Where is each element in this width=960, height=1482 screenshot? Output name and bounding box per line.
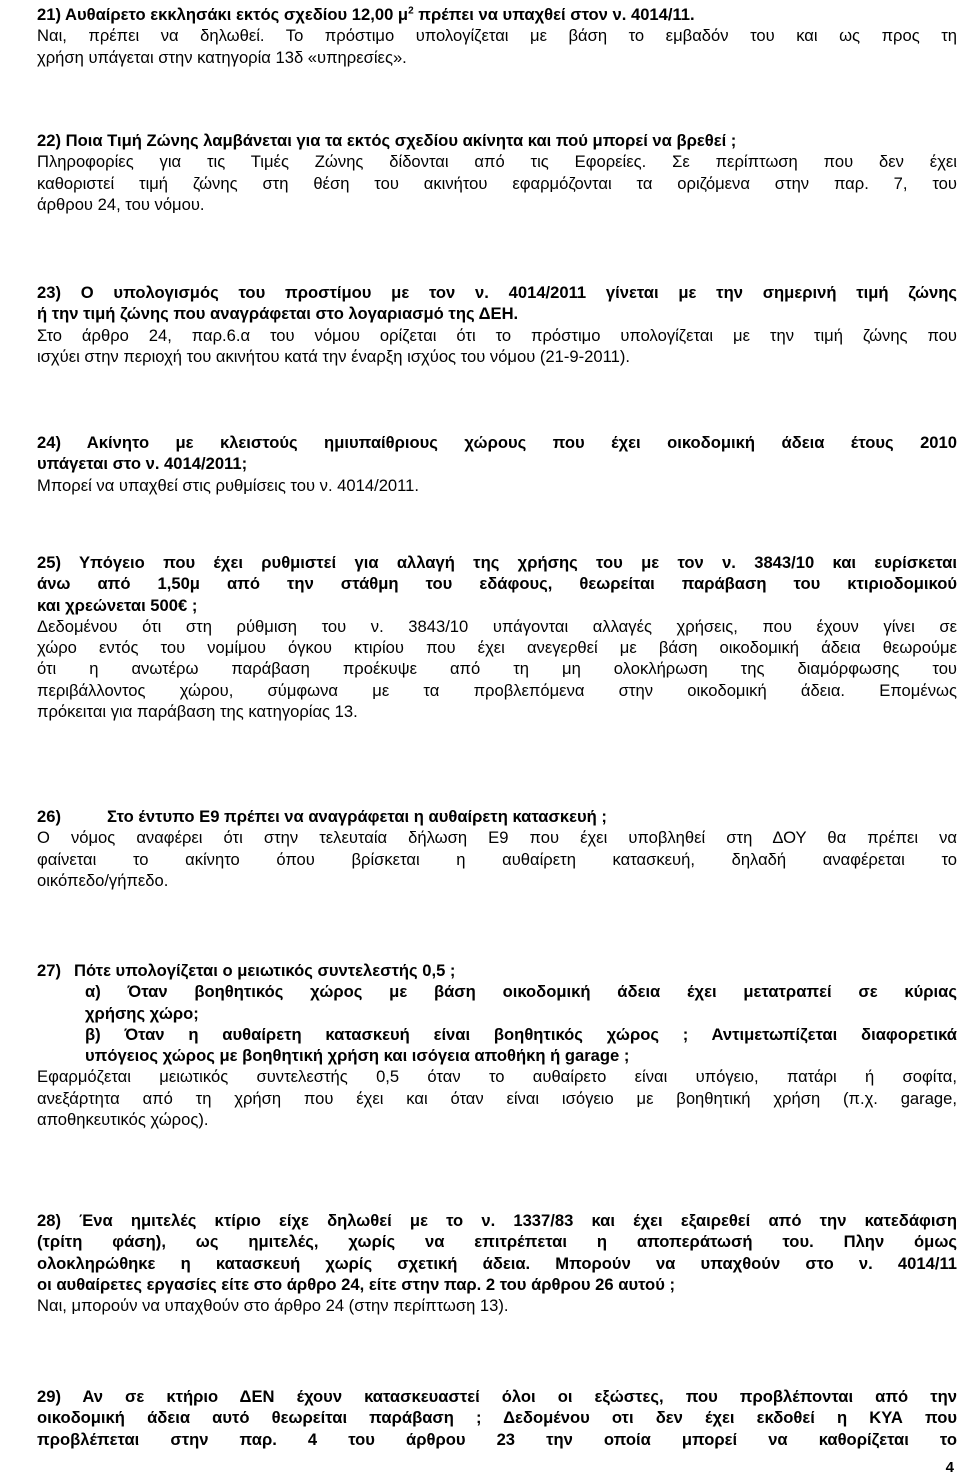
question-22 [37,130,957,215]
answer-line: Ναι, μπορούν να υπαχθούν στο άρθρο 24 (στην περίπτωση 13). [37,1296,509,1316]
sub-question: β) Όταν η αυθαίρετη κατασκευή είναι βοηθητικός χώρος ; Αντιμετωπίζεται διαφορετικά [85,1024,957,1044]
answer-line: Εφαρμόζεται μειωτικός συντελεστής 0,5 όταν το αυθαίρετο είναι υπόγειο, πατάρι ή σοφίτα, [37,1067,957,1087]
question-title: άνω από 1,50μ από την στάθμη του εδάφους, θεωρείται παράβαση του κτιριοδομικού [37,574,957,594]
question-25 [37,552,957,722]
answer-line: Στο άρθρο 24, παρ.6.α του νόμου ορίζεται ότι το πρόστιμο υπολογίζεται με την τιμή ζώνης που [37,325,957,345]
question-title: 27) Πότε υπολογίζεται ο μειωτικός συντελεστής 0,5 ; [37,961,456,980]
answer-line: καθοριστεί τιμή ζώνης στη θέση του ακινήτου εφαρμόζονται τα οριζόμενα στην παρ. 7, του [37,173,957,193]
answer-line: Πληροφορίες για τις Τιμές Ζώνης δίδονται από τις Εφορείες. Σε περίπτωση που δεν έχει [37,152,957,172]
question-21 [37,4,957,68]
question-title: οι αυθαίρετες εργασίες είτε στο άρθρο 24, είτε στην παρ. 2 του άρθρου 26 αυτού ; [37,1274,675,1294]
answer-line: ότι η ανωτέρω παράβαση προέκυψε από τη μη ολοκλήρωση της διαμόρφωσης του [37,659,957,679]
question-title: υπάγεται στο ν. 4014/2011; [37,454,248,474]
answer-line: Δεδομένου ότι στη ρύθμιση του ν. 3843/10 υπάγονται αλλαγές χρήσεις, που έχουν γίνει σε [37,616,957,636]
question-23 [37,282,957,367]
question-27 [37,960,957,1130]
question-title: 26) Στο έντυπο Ε9 πρέπει να αναγράφεται η αυθαίρετη κατασκευή ; [37,807,607,826]
answer-line: περιβάλλοντος χώρου, σύμφωνα με τα προβλεπόμενα στην οικοδομική άδεια. Επομένως [37,680,957,700]
answer-line: ανεξάρτητα από τη χρήση που έχει και όταν είναι ισόγειο με βοηθητική χρήση (π.χ. garage, [37,1088,957,1108]
answer-line: πρόκειται για παράβαση της κατηγορίας 13. [37,702,358,722]
question-title: και χρεώνεται 500€ ; [37,595,198,615]
sub-question: υπόγειος χώρος με βοηθητική χρήση και ισόγεια αποθήκη ή garage ; [85,1046,630,1066]
sub-question: χρήσης χώρο; [85,1003,199,1023]
answer-line: ισχύει στην περιοχή του ακινήτου κατά την έναρξη ισχύος του νόμου (21-9-2011). [37,346,630,366]
answer-line: χρήση υπάγεται στην κατηγορία 13δ «υπηρεσίες». [37,47,407,67]
question-24 [37,432,957,496]
question-title: ή την τιμή ζώνης που αναγράφεται στο λογαριασμό της ΔΕΗ. [37,304,519,324]
answer-line: οικόπεδο/γήπεδο. [37,870,169,890]
question-title: 21) Αυθαίρετο εκκλησάκι εκτός σχεδίου 12,00 $\mu^2$ πρέπει να υπαχθεί στον ν. 4014/11. [37,5,695,24]
sub-question: α) Όταν βοηθητικός χώρος με βάση οικοδομική άδεια έχει μετατραπεί σε κύριας [85,982,957,1002]
question-title: ολοκληρώθηκε η κατασκευή χωρίς σχετική άδεια. Μπορούν να υπαχθούν στο ν. 4014/11 [37,1253,957,1273]
answer-line: άρθρου 24, του νόμου. [37,194,205,214]
question-title: 22) Ποια Τιμή Ζώνης λαμβάνεται για τα εκτός σχεδίου ακίνητα και πού μπορεί να βρεθεί ; [37,131,737,150]
question-title: 28) Ένα ημιτελές κτίριο είχε δηλωθεί με το ν. 1337/83 και έχει εξαιρεθεί από την κατεδάφιση [37,1211,957,1230]
question-28 [37,1210,957,1316]
answer-line: φαίνεται το ακίνητο όπου βρίσκεται η αυθαίρετη κατασκευή, δηλαδή αναφέρεται το [37,849,957,869]
question-title: (τρίτη φάση), ως ημιτελές, χωρίς να επιτρέπεται η αποπεράτωσή του. Πλην όμως [37,1232,957,1252]
answer-line: Μπορεί να υπαχθεί στις ρυθμίσεις του ν. 4014/2011. [37,475,419,495]
question-29 [37,1386,957,1450]
question-title: 23) Ο υπολογισμός του προστίμου με τον ν. 4014/2011 γίνεται με την σημερινή τιμή ζώνης [37,283,957,302]
question-26 [37,806,957,891]
question-title: οικοδομική άδεια αυτό θεωρείται παράβαση ; Δεδομένου οτι δεν έχει εκδοθεί η ΚΥΑ που [37,1408,957,1428]
question-title: 24) Ακίνητο με κλειστούς ημιυπαίθριους χώρους που έχει οικοδομική άδεια έτους 2010 [37,433,957,452]
answer-line: χώρο εντός του νομίμου όγκου κτιρίου που έχει ανεγερθεί με βάση οικοδομική άδεια θεωρούμε [37,638,957,658]
answer-line: Ναι, πρέπει να δηλωθεί. Το πρόστιμο υπολογίζεται με βάση το εμβαδόν του και ως προς τη [37,26,957,46]
question-title: 29) Αν σε κτήριο ΔΕΝ έχουν κατασκευαστεί όλοι οι εξώστες, που προβλέπονται από την [37,1387,957,1406]
answer-line: αποθηκευτικός χώρος). [37,1110,209,1130]
question-title: 25) Υπόγειο που έχει ρυθμιστεί για αλλαγή της χρήσης του με τον ν. 3843/10 και ευρίσκεται [37,553,957,572]
answer-line: Ο νόμος αναφέρει ότι στην τελευταία δήλωση Ε9 που έχει υποβληθεί στη ΔΟΥ θα πρέπει να [37,828,957,848]
question-title: προβλέπεται στην παρ. 4 του άρθρου 23 την οποία μπορεί να καθορίζεται το [37,1429,957,1449]
page-number: 4 [945,1459,954,1476]
